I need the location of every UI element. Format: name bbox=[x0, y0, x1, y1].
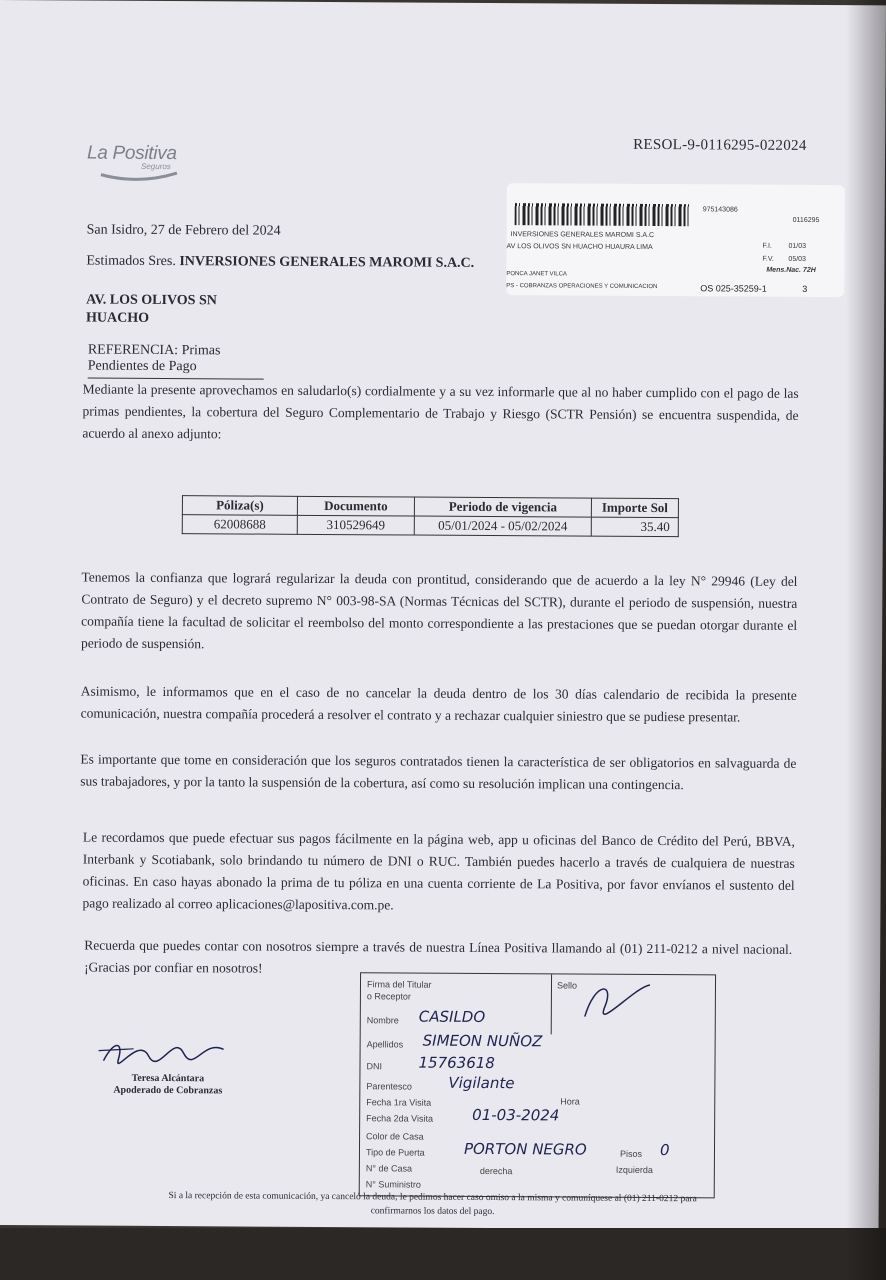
greeting-company: INVERSIONES GENERALES MAROMI S.A.C. bbox=[179, 254, 475, 271]
label-fv-value: 05/03 bbox=[788, 255, 806, 263]
form-nombre-value: CASILDO bbox=[418, 1007, 486, 1026]
form-izquierda-label: Izquierda bbox=[615, 1164, 653, 1176]
form-fecha2-label: Fecha 2da Visita bbox=[366, 1113, 434, 1124]
form-receptor-label: o Receptor bbox=[366, 991, 411, 1002]
table-cell: 62008688 bbox=[182, 515, 297, 535]
address-line-2: HUACHO bbox=[86, 310, 150, 326]
greeting bbox=[86, 254, 474, 272]
table-header: Documento bbox=[297, 496, 414, 516]
label-fi: F.I. bbox=[762, 242, 772, 250]
table-cell: 310529649 bbox=[297, 515, 414, 535]
form-firma-label: Firma del Titular bbox=[366, 979, 432, 990]
signer-title: Apoderado de Cobranzas bbox=[113, 1084, 223, 1097]
label-addressee: INVERSIONES GENERALES MAROMI S.A.C bbox=[510, 231, 655, 239]
form-apellidos-label: Apellidos bbox=[366, 1039, 404, 1050]
form-puerta-value: PORTON NEGRO bbox=[463, 1139, 587, 1159]
form-hora-label: Hora bbox=[560, 1096, 580, 1107]
table-header: Importe Sol bbox=[591, 498, 678, 518]
paragraph-4: Es importante que tome en consideración que los seguros contratados tienen la característica de ser obligatorios en salvaguarda de sus trabajadores, y por la tanto la suspensión de la cobertura, así como su resolución implican una contingencia. bbox=[80, 751, 797, 793]
paragraph-2: Tenemos la confianza que logrará regularizar la deuda con prontitud, considerando que de acuerdo a la ley N° 29946 (Ley del Contrato de Seguro) y el decreto supremo N° 003-98-SA (Normas Técnicas del SCTR), durante el periodo de suspensión, nuestra compañía tiene la facultad de solicitar el reembolso del monto correspondiente a las prestaciones que se puedan otorgar durante el periodo de suspensión. bbox=[81, 569, 798, 652]
stamp-signature-icon bbox=[575, 977, 655, 1027]
form-parentesco-label: Parentesco bbox=[366, 1081, 412, 1092]
form-dni-value: 15763618 bbox=[418, 1053, 495, 1073]
logo-subtitle: Seguros bbox=[140, 161, 171, 172]
reference-label: REFERENCIA: bbox=[87, 342, 179, 359]
barcode-icon bbox=[515, 203, 690, 226]
label-os-number: 3 bbox=[802, 283, 808, 294]
form-apellidos-value: SIMEON NUÑOZ bbox=[422, 1031, 543, 1051]
date-line: San Isidro, 27 de Febrero del 2024 bbox=[86, 222, 281, 239]
label-os: OS 025-35259-1 bbox=[700, 283, 767, 294]
label-fv: F.V. bbox=[762, 255, 774, 263]
paragraph-6: Recuerda que puedes contar con nosotros siempre a través de nuestra Línea Positiva llamando al (01) 211-0212 a nivel nacional. ¡Gracias por confiar en nosotros! bbox=[84, 937, 793, 976]
signer-block bbox=[113, 1073, 222, 1098]
address-line-1: AV. LOS OLIVOS SN bbox=[86, 292, 217, 309]
reference-text: Primas Pendientes de Pago bbox=[87, 343, 221, 375]
form-dni-label: DNI bbox=[366, 1061, 383, 1072]
form-fecha1-label: Fecha 1ra Visita bbox=[366, 1097, 432, 1108]
page-shadow bbox=[846, 0, 886, 1280]
label-sender: PONCA JANET VILCA bbox=[506, 271, 567, 278]
receipt-form bbox=[359, 972, 716, 1198]
reference bbox=[88, 343, 264, 380]
label-department: PS - COBRANZAS OPERACIONES Y COMUNICACION bbox=[506, 283, 658, 291]
paragraph-5: Le recordamos que puede efectuar sus pagos fácilmente en la página web, app u oficinas del Banco de Crédito del Perú, BBVA, Interbank y Scotiabank, solo brindando tu número de DNI o RUC. También puedes hacerlo a través de cualquiera de nuestras oficinas. En caso hayas abonado la prima de tu póliza en una cuenta corriente de La Positiva, por favor envíanos el sustento del pago realizado al correo aplicaciones@lapositiva.com.pe. bbox=[82, 829, 795, 913]
form-pisos-label: Pisos bbox=[619, 1148, 643, 1159]
logo-swoosh-icon bbox=[99, 169, 179, 183]
form-ncasa-label: N° de Casa bbox=[365, 1163, 413, 1174]
table-surface bbox=[0, 1228, 886, 1280]
policy-table bbox=[182, 495, 679, 537]
table-header: Póliza(s) bbox=[182, 496, 297, 516]
paragraph-1: Mediante la presente aprovechamos en saludarlo(s) cordialmente y a su vez informarle que al no haber cumplido con el pago de las primas pendientes, la cobertura del Seguro Complementario de Trabajo y Riesgo (SCTR Pensión) se encuentra suspendida, de acuerdo al anexo adjunto: bbox=[82, 381, 799, 442]
label-fi-value: 01/03 bbox=[788, 242, 807, 250]
form-derecha-label: derecha bbox=[479, 1165, 513, 1177]
label-address: AV LOS OLIVOS SN HUACHO HUAURA LIMA bbox=[506, 243, 653, 251]
form-suministro-label: N° Suministro bbox=[365, 1179, 421, 1190]
form-fecha2-value: 01-03-2024 bbox=[472, 1105, 560, 1125]
form-sello-label: Sello bbox=[556, 980, 578, 991]
label-mens: Mens.Nac. 72H bbox=[766, 266, 816, 274]
form-nombre-label: Nombre bbox=[366, 1015, 399, 1026]
table-cell: 35.40 bbox=[591, 517, 678, 537]
barcode-number: 975143086 bbox=[702, 206, 738, 214]
form-divider bbox=[551, 974, 552, 1034]
signer-name: Teresa Alcántara bbox=[131, 1072, 205, 1085]
table-header: Periodo de vigencia bbox=[414, 497, 591, 517]
greeting-prefix: Estimados Sres. bbox=[86, 253, 176, 270]
table-cell: 05/01/2024 - 05/02/2024 bbox=[414, 516, 591, 536]
paragraph-3: Asimismo, le informamos que en el caso de no cancelar la deuda dentro de los 30 días calendario de recibida la presente comunicación, nuestra compañía procederá a resolver el contrato y a rechazar cualquier siniestro que se pudiese presentar. bbox=[80, 683, 797, 725]
mail-label bbox=[506, 183, 845, 297]
form-pisos-value: 0 bbox=[659, 1141, 670, 1160]
form-puerta-label: Tipo de Puerta bbox=[365, 1147, 425, 1158]
la-positiva-logo: La Positiva bbox=[87, 142, 177, 165]
form-color-label: Color de Casa bbox=[366, 1131, 424, 1142]
form-parentesco-value: Vigilante bbox=[448, 1073, 515, 1093]
resolution-number: RESOL-9-0116295-022024 bbox=[633, 136, 807, 154]
footer-note: Si a la recepción de esta comunicación, ya canceló la deuda, le pedimos hacer caso omiso a la misma y comuníquese al (01) 211-0212 para confirmarnos los datos del pago. bbox=[168, 1191, 697, 1218]
label-code: 0116295 bbox=[792, 216, 820, 225]
signature-icon bbox=[93, 1031, 233, 1072]
